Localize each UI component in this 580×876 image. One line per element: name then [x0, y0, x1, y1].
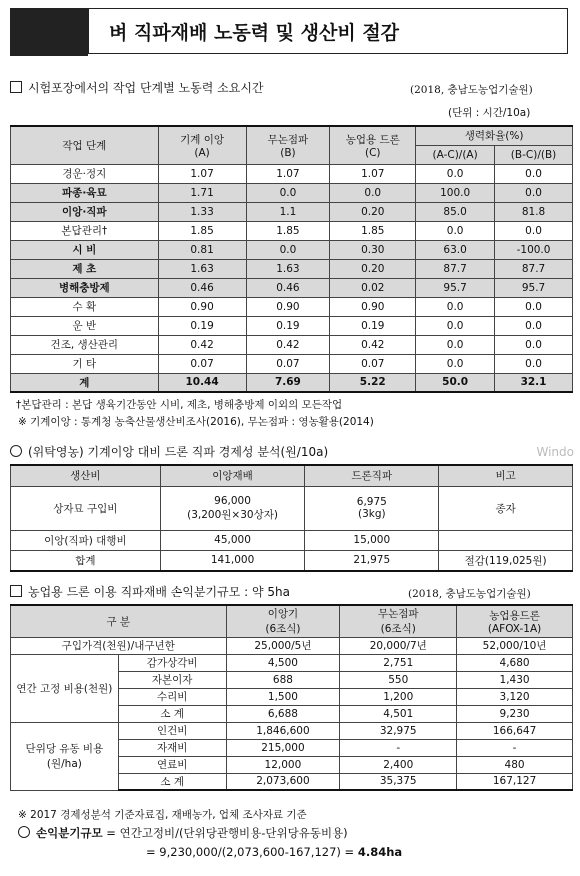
s3-header-item: 구 분 — [11, 605, 227, 637]
group-label: 단위당 유동 비용(원/ha) — [11, 722, 119, 790]
sec1-heading-line — [10, 79, 264, 96]
table-row — [11, 297, 573, 316]
cell-r1: 87.7 — [416, 259, 495, 278]
cell-stage: 병해충방제 — [11, 278, 159, 297]
header-b: 무논점파 (B) — [246, 126, 330, 164]
cell-c: 9,230 — [457, 705, 573, 722]
cell-c: - — [457, 739, 573, 756]
cell-stage: 이앙·직파 — [11, 202, 159, 221]
table-row — [11, 654, 573, 671]
checkbox-square-icon — [10, 585, 22, 597]
cell-r2: 0.0 — [495, 297, 573, 316]
cell-item: 인건비 — [118, 722, 226, 739]
table-row — [11, 183, 573, 202]
table-row — [11, 722, 573, 739]
cell-c: 0.02 — [330, 278, 416, 297]
checkbox-square-icon — [10, 81, 22, 93]
cell-stage: 수 확 — [11, 297, 159, 316]
cell-r2: 0.0 — [495, 183, 573, 202]
cell-b: 550 — [340, 671, 457, 688]
cell-b: 0.07 — [246, 354, 330, 373]
cell-stage: 경운·정지 — [11, 164, 159, 183]
cell-c: 0.20 — [330, 259, 416, 278]
cell-b: - — [340, 739, 457, 756]
cell-c: 166,647 — [457, 722, 573, 739]
cell-a: 2,073,600 — [226, 773, 340, 790]
cell-b: 2,400 — [340, 756, 457, 773]
header-rate1: (A-C)/(A) — [416, 145, 495, 164]
cell-a: 0.07 — [158, 354, 246, 373]
cell-item: 연료비 — [118, 756, 226, 773]
cell-r2: 95.7 — [495, 278, 573, 297]
s2-row1-item: 상자묘 구입비 — [11, 486, 161, 530]
cell-c: 4,680 — [457, 654, 573, 671]
cell-item: 감가상각비 — [118, 654, 226, 671]
cell-a: 4,500 — [226, 654, 340, 671]
total-c: 5.22 — [330, 373, 416, 392]
cell-c: 0.90 — [330, 297, 416, 316]
s2-header-b: 드론직파 — [305, 465, 439, 486]
cell-r1: 0.0 — [416, 354, 495, 373]
cell-r1: 0.0 — [416, 335, 495, 354]
s2-row1-a: 96,000 (3,200원×30상자) — [160, 486, 305, 530]
cell-b: 1.07 — [246, 164, 330, 183]
sec3-heading: 농업용 드론 이용 직파재배 손익분기규모 : 약 5ha — [28, 585, 290, 599]
cell-b: 1.63 — [246, 259, 330, 278]
cell-c: 1.85 — [330, 221, 416, 240]
cell-c: 3,120 — [457, 688, 573, 705]
cell-b: 32,975 — [340, 722, 457, 739]
cell-c: 0.07 — [330, 354, 416, 373]
total-stage: 계 — [11, 373, 159, 392]
page-title: 벼 직파재배 노동력 및 생산비 절감 — [88, 8, 568, 54]
s2-header-item: 생산비 — [11, 465, 161, 486]
cell-b: 1.85 — [246, 221, 330, 240]
header-stage: 작업 단계 — [11, 126, 159, 164]
cell-r2: -100.0 — [495, 240, 573, 259]
header-rate: 생력화율(%) — [416, 126, 573, 145]
breakeven-table — [10, 604, 573, 791]
cell-a: 688 — [226, 671, 340, 688]
header-rate2: (B-C)/(B) — [495, 145, 573, 164]
s3-price-b: 20,000/7년 — [340, 637, 457, 654]
header-a: 기계 이앙 (A) — [158, 126, 246, 164]
s3-price-c: 52,000/10년 — [457, 637, 573, 654]
cell-a: 0.19 — [158, 316, 246, 335]
s3-price-a: 25,000/5년 — [226, 637, 340, 654]
cell-item: 소 계 — [118, 773, 226, 790]
cell-r2: 0.0 — [495, 164, 573, 183]
s2-header-note: 비고 — [439, 465, 573, 486]
cell-b: 1.1 — [246, 202, 330, 221]
table-row — [11, 221, 573, 240]
cell-a: 0.42 — [158, 335, 246, 354]
cell-c: 1,430 — [457, 671, 573, 688]
sec1-note1: †본답관리 : 본답 생육기간동안 시비, 제초, 병해충방제 이외의 모든작업 — [16, 399, 343, 411]
group-label: 연간 고정 비용(천원) — [11, 654, 119, 722]
s2-header-a: 이앙재배 — [160, 465, 305, 486]
formula-line1 — [18, 825, 348, 841]
s3-header-c: 농업용드론 (AFOX-1A) — [457, 605, 573, 637]
economic-analysis-table — [10, 464, 573, 572]
cell-b: 1,200 — [340, 688, 457, 705]
formula-eq: = 연간고정비/(단위당관행비용-단위당유동비용) — [102, 826, 348, 840]
cell-a: 1,500 — [226, 688, 340, 705]
cell-b: 2,751 — [340, 654, 457, 671]
table-row — [11, 354, 573, 373]
cell-r1: 63.0 — [416, 240, 495, 259]
formula-result: 4.84ha — [357, 845, 403, 859]
sec2-heading-line — [10, 443, 328, 460]
labor-hours-table — [10, 125, 573, 393]
header-c: 농업용 드론 (C) — [330, 126, 416, 164]
total-b: 7.69 — [246, 373, 330, 392]
cell-b: 0.90 — [246, 297, 330, 316]
table-row — [11, 316, 573, 335]
cell-item: 자본이자 — [118, 671, 226, 688]
cell-a: 1.63 — [158, 259, 246, 278]
cell-r2: 0.0 — [495, 221, 573, 240]
cell-item: 소 계 — [118, 705, 226, 722]
cell-stage: 본답관리† — [11, 221, 159, 240]
cell-r2: 0.0 — [495, 316, 573, 335]
cell-item: 수리비 — [118, 688, 226, 705]
s3-header-a: 이앙기 (6조식) — [226, 605, 340, 637]
s2-row3-note: 절감(119,025원) — [439, 550, 573, 571]
total-a: 10.44 — [158, 373, 246, 392]
cell-a: 0.46 — [158, 278, 246, 297]
s3-price-item: 구입가격(천원)/내구년한 — [11, 637, 227, 654]
table-row — [11, 202, 573, 221]
cell-b: 0.19 — [246, 316, 330, 335]
cell-r1: 0.0 — [416, 164, 495, 183]
table-row — [11, 259, 573, 278]
cell-a: 6,688 — [226, 705, 340, 722]
sec3-note: ※ 2017 경제성분석 기준자료집, 재배농가, 업체 조사자료 기준 — [18, 809, 307, 821]
s3-header-b: 무논점파 (6조식) — [340, 605, 457, 637]
cell-b: 0.42 — [246, 335, 330, 354]
sec1-unit: (단위 : 시간/10a) — [448, 107, 531, 119]
cell-item: 자재비 — [118, 739, 226, 756]
cell-a: 12,000 — [226, 756, 340, 773]
formula-line2 — [146, 845, 402, 859]
s2-row2-b: 15,000 — [305, 530, 439, 550]
cell-a: 1.33 — [158, 202, 246, 221]
cell-r1: 0.0 — [416, 316, 495, 335]
sec1-source: (2018, 충남도농업기술원) — [410, 84, 533, 96]
sec3-source: (2018, 충남도농업기술원) — [408, 588, 531, 600]
cell-stage: 제 초 — [11, 259, 159, 278]
cell-b: 0.0 — [246, 183, 330, 202]
cell-r2: 81.8 — [495, 202, 573, 221]
cell-r1: 100.0 — [416, 183, 495, 202]
cell-c: 0.20 — [330, 202, 416, 221]
watermark-text: Windo — [536, 445, 574, 459]
s2-row2-note — [439, 530, 573, 550]
sec3-heading-line — [10, 583, 290, 600]
s2-row3-b: 21,975 — [305, 550, 439, 571]
table-row — [11, 278, 573, 297]
s2-row2-a: 45,000 — [160, 530, 305, 550]
cell-r1: 95.7 — [416, 278, 495, 297]
cell-stage: 건조, 생산관리 — [11, 335, 159, 354]
cell-b: 4,501 — [340, 705, 457, 722]
table-row — [11, 164, 573, 183]
cell-c: 480 — [457, 756, 573, 773]
cell-r2: 0.0 — [495, 335, 573, 354]
s2-row3-a: 141,000 — [160, 550, 305, 571]
cell-c: 0.0 — [330, 183, 416, 202]
cell-c: 0.42 — [330, 335, 416, 354]
sec1-note2: ※ 기계이앙 : 통계청 농축산물생산비조사(2016), 무논점파 : 영농활용(2014) — [18, 416, 374, 428]
table-row — [11, 335, 573, 354]
s2-row2-item: 이앙(직파) 대행비 — [11, 530, 161, 550]
title-dark-block — [10, 8, 88, 56]
cell-stage: 기 타 — [11, 354, 159, 373]
cell-a: 215,000 — [226, 739, 340, 756]
s2-row1-note: 종자 — [439, 486, 573, 530]
cell-c: 167,127 — [457, 773, 573, 790]
cell-c: 0.19 — [330, 316, 416, 335]
sec1-heading: 시험포장에서의 작업 단계별 노동력 소요시간 — [28, 81, 264, 95]
cell-r1: 85.0 — [416, 202, 495, 221]
cell-stage: 파종·육묘 — [11, 183, 159, 202]
formula-label: 손익분기규모 — [36, 826, 103, 840]
cell-stage: 시 비 — [11, 240, 159, 259]
cell-stage: 운 반 — [11, 316, 159, 335]
cell-r2: 87.7 — [495, 259, 573, 278]
cell-a: 1,846,600 — [226, 722, 340, 739]
cell-r1: 0.0 — [416, 297, 495, 316]
sec2-heading: (위탁영농) 기계이앙 대비 드론 직파 경제성 분석(원/10a) — [28, 445, 329, 459]
title-box — [10, 8, 570, 56]
s2-row3-item: 합계 — [11, 550, 161, 571]
cell-a: 1.85 — [158, 221, 246, 240]
cell-a: 1.71 — [158, 183, 246, 202]
total-r1: 50.0 — [416, 373, 495, 392]
cell-b: 35,375 — [340, 773, 457, 790]
cell-r1: 0.0 — [416, 221, 495, 240]
cell-a: 1.07 — [158, 164, 246, 183]
table-row — [11, 240, 573, 259]
cell-c: 1.07 — [330, 164, 416, 183]
cell-c: 0.30 — [330, 240, 416, 259]
total-r2: 32.1 — [495, 373, 573, 392]
s2-row1-b: 6,975 (3kg) — [305, 486, 439, 530]
formula-calc: = 9,230,000/(2,073,600-167,127) = — [146, 845, 358, 859]
cell-r2: 0.0 — [495, 354, 573, 373]
cell-b: 0.46 — [246, 278, 330, 297]
cell-b: 0.0 — [246, 240, 330, 259]
circle-bullet-icon — [10, 445, 22, 457]
total-row — [11, 373, 573, 392]
cell-a: 0.81 — [158, 240, 246, 259]
circle-bullet-icon — [18, 826, 30, 838]
cell-a: 0.90 — [158, 297, 246, 316]
